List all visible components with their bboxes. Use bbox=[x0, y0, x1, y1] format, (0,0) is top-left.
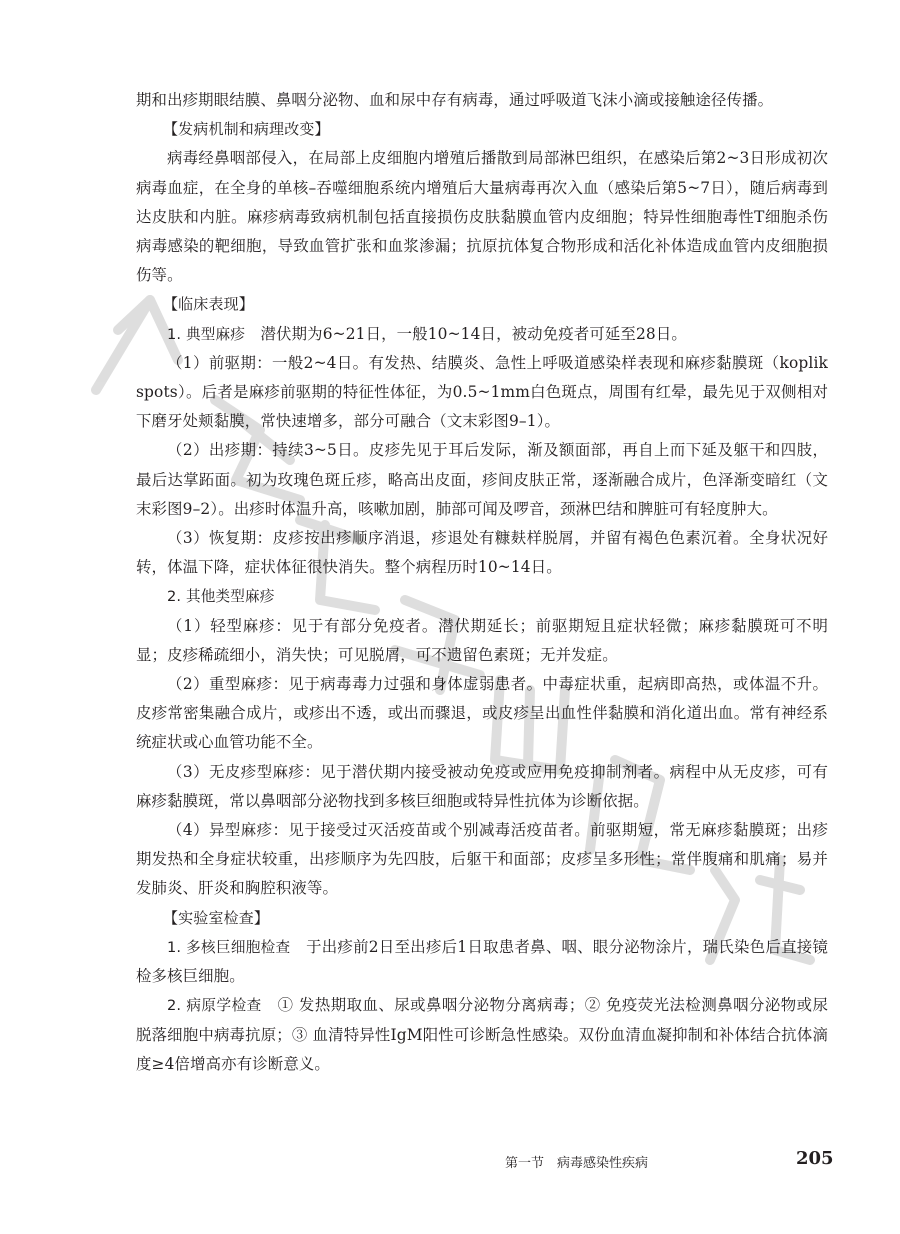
heading-lab-tests: 【实验室检查】 bbox=[163, 908, 270, 927]
paragraph-text: 于出疹前2日至出疹后1日取患者鼻、咽、眼分泌物涂片，瑞氏染色后直接镜检多核巨细胞。 bbox=[136, 937, 828, 986]
paragraph-text: ① 发热期取血、尿或鼻咽分泌物分离病毒；② 免疫荧光法检测鼻咽分泌物或尿脱落细胞中病毒抗原；③ 血清特异性IgM阳性可诊断急性感染。双份血清血凝抑制和补体结合抗体滴度≥4倍增高亦有诊断意义。 bbox=[136, 996, 829, 1073]
paragraph-atypical: （4）异型麻疹：见于接受过灭活疫苗或个别减毒活疫苗者。前驱期短，常无麻疹黏膜斑；出疹期发热和全身症状较重，出疹顺序为先四肢，后躯干和面部；皮疹呈多形性；常伴腹痛和肌痛；易并发肺炎、肝炎和胸腔积液等。 bbox=[136, 821, 828, 898]
paragraph-mild: （1）轻型麻疹：见于有部分免疫者。潜伏期延长；前驱期短且症状轻微；麻疹黏膜斑可不明显；皮疹稀疏细小，消失快；可见脱屑，可不遗留色素斑；无并发症。 bbox=[136, 616, 828, 664]
paragraph-pathogenesis: 病毒经鼻咽部侵入，在局部上皮细胞内增殖后播散到局部淋巴组织，在感染后第2~3日形成初次病毒血症，在全身的单核–吞噬细胞系统内增殖后大量病毒再次入血（感染后第5~7日），随后病毒到达皮肤和内脏。麻疹病毒致病机制包括直接损伤皮肤黏膜血管内皮细胞；特异性细胞毒性T细胞杀伤病毒感染的靶细胞，导致血管扩张和血浆渗漏；抗原抗体复合物形成和活化补体造成血管内皮细胞损伤等。 bbox=[136, 149, 828, 285]
subheading-typical-measles bbox=[136, 320, 828, 349]
footer-section-title: 第一节 病毒感染性疾病 bbox=[505, 1156, 649, 1171]
paragraph-pathogen bbox=[136, 991, 828, 1079]
paragraph-recovery: （3）恢复期：皮疹按出疹顺序消退，疹退处有糠麸样脱屑，并留有褐色色素沉着。全身状况好转，体温下降，症状体征很快消失。整个病程历时10~14日。 bbox=[136, 529, 828, 577]
paragraph-giant-cell bbox=[136, 933, 828, 991]
heading-clinical: 【临床表现】 bbox=[163, 295, 254, 314]
subheading-text: 潜伏期为6~21日，一般10~14日，被动免疫者可延至28日。 bbox=[260, 324, 687, 343]
paragraph-severe: （2）重型麻疹：见于病毒毒力过强和身体虚弱患者。中毒症状重，起病即高热，或体温不升。皮疹常密集融合成片，或疹出不透，或出而骤退，或皮疹呈出血性伴黏膜和消化道出血。常有神经系统症状或心血管功能不全。 bbox=[136, 675, 828, 752]
paragraph-prodromal: （1）前驱期：一般2~4日。有发热、结膜炎、急性上呼吸道感染样表现和麻疹黏膜斑（koplik spots）。后者是麻疹前驱期的特征性体征，为0.5~1mm白色斑点，周围有红晕，最先见于双侧相对下磨牙处颊黏膜，常快速增多，部分可融合（文末彩图9–1）。 bbox=[136, 353, 828, 431]
heading-pathogenesis: 【发病机制和病理改变】 bbox=[163, 120, 330, 139]
paragraph-eruption: （2）出疹期：持续3~5日。皮疹先见于耳后发际，渐及额面部，再自上而下延及躯干和四肢，最后达掌跖面。初为玫瑰色斑丘疹，略高出皮面，疹间皮肤正常，逐渐融合成片，色泽渐变暗红（文末彩图9–2）。出疹时体温升高，咳嗽加剧，肺部可闻及啰音，颈淋巴结和脾脏可有轻度肿大。 bbox=[136, 441, 828, 518]
paragraph-no-rash: （3）无皮疹型麻疹：见于潜伏期内接受被动免疫或应用免疫抑制剂者。病程中从无皮疹，可有麻疹黏膜斑，常以鼻咽部分泌物找到多核巨细胞或特异性抗体为诊断依据。 bbox=[136, 762, 828, 810]
subheading-lead: 1. 典型麻疹 bbox=[167, 325, 245, 343]
subheading-lead: 1. 多核巨细胞检查 bbox=[167, 938, 291, 956]
paragraph-continuation: 期和出疹期眼结膜、鼻咽分泌物、血和尿中存有病毒，通过呼吸道飞沫小滴或接触途径传播。 bbox=[136, 91, 774, 109]
main-text bbox=[136, 86, 828, 1079]
page-number: 205 bbox=[796, 1148, 834, 1169]
subheading-lead: 2. 其他类型麻疹 bbox=[167, 588, 275, 606]
subheading-lead: 2. 病原学检查 bbox=[167, 997, 262, 1015]
subheading-other-types bbox=[136, 582, 828, 611]
